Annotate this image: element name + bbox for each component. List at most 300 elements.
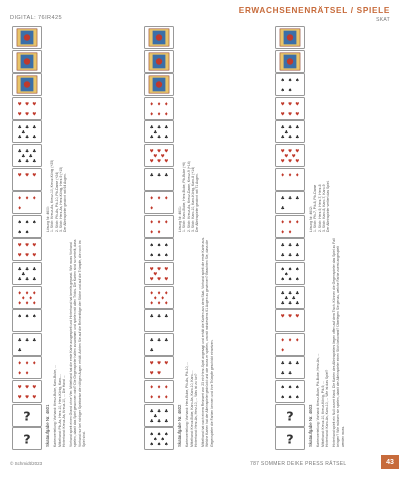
svg-text:♦: ♦ — [295, 220, 300, 226]
svg-text:♠: ♠ — [295, 78, 300, 84]
svg-text:♣: ♣ — [156, 338, 162, 344]
svg-text:♥: ♥ — [295, 149, 300, 155]
svg-text:♣: ♣ — [287, 125, 293, 131]
svg-text:♣: ♣ — [287, 135, 293, 141]
svg-text:♥: ♥ — [17, 172, 22, 178]
pip-card-icon — [12, 168, 42, 191]
svg-text:♠: ♠ — [280, 277, 285, 283]
svg-text:♦: ♦ — [149, 196, 154, 202]
svg-text:♣: ♣ — [287, 196, 293, 202]
svg-text:♥: ♥ — [17, 395, 22, 401]
svg-text:♠: ♠ — [295, 277, 300, 283]
svg-text:♥: ♥ — [280, 102, 285, 108]
svg-text:♦: ♦ — [287, 220, 293, 226]
svg-text:♣: ♣ — [32, 267, 37, 273]
pip-card-icon — [144, 238, 174, 261]
puzzle-body: Mittelhand hat nach einem Reizwert von 23 ein Herz-Spiel angesagt und erhält die Karten aus dem Skat. Vorhand spielt die erste Karte aus. Welche Karten hat der Alleinspieler gedrückt und wie muss er spielen, um mit mindestens 61 Augen zu gewinnen? Beachten Sie, dass die Gegenspieler die Farben kennen und ihre Trümpfe geschickt einsetzen. — [201, 237, 214, 447]
face-card-icon — [275, 50, 305, 73]
svg-text:♣: ♣ — [149, 338, 154, 344]
svg-text:♠: ♠ — [24, 314, 30, 320]
puzzle-text-col-1 — [309, 237, 391, 447]
svg-text:♠: ♠ — [287, 385, 293, 391]
svg-text:♦: ♦ — [149, 230, 154, 236]
svg-text:♣: ♣ — [32, 338, 37, 344]
svg-text:♦: ♦ — [280, 348, 285, 354]
unknown-card-icon — [12, 404, 42, 427]
svg-text:♦: ♦ — [164, 290, 169, 296]
pip-card-icon — [275, 73, 305, 96]
pip-card-icon — [144, 144, 174, 167]
svg-text:♥: ♥ — [287, 149, 293, 155]
svg-text:♠: ♠ — [156, 253, 162, 259]
puzzle-body: Hinterhand spielt ein Null ouvert Hand. Die Karten des Alleinspielers liegen offen auf dem Tisch. Können die Gegenspieler das Spiel zu Fall bringen? Wie müssen sie spielen, damit der Alleinspieler einen Stich bekommt? Überlegen Sie genau, welche Farbe zuerst angespielt werden muss. — [332, 238, 345, 447]
svg-text:♦: ♦ — [24, 361, 30, 367]
svg-text:♥: ♥ — [156, 159, 162, 165]
svg-text:♦: ♦ — [287, 338, 293, 344]
svg-text:♦: ♦ — [28, 295, 33, 301]
puzzle-title: Skataufgabe Nr. 4601 — [45, 404, 50, 447]
pip-card-icon — [144, 168, 174, 191]
svg-text:♣: ♣ — [280, 135, 285, 141]
svg-text:♦: ♦ — [149, 206, 154, 212]
face-card-icon — [275, 26, 305, 49]
puzzle-body: Vorhand spielt einen Grand ohne Vier. Mittelhand hat die erste Karte ausgespielt und Hinterhand hat bereits gepasst. Wie muss Vorhand spielen, damit das Spiel gewonnen wird? Die Gegenspieler halten zusammen und spielen mit allen Tricks. Die Karten sind so verteilt, dass Vorhand nur bei richtiger Spielweise die nötigen Augen erhält. Achten Sie auf die Reihenfolge der Stiche und auf die Trümpfe, die noch im Spiel sind. — [69, 239, 87, 447]
svg-text:♣: ♣ — [156, 314, 162, 320]
svg-text:♥: ♥ — [24, 243, 30, 249]
pip-card-icon — [275, 144, 305, 167]
svg-text:♠: ♠ — [164, 432, 169, 438]
svg-text:♣: ♣ — [156, 125, 162, 131]
pip-card-icon — [144, 262, 174, 285]
puzzle-title: Skataufgabe Nr. 4603 — [308, 404, 313, 447]
puzzle-text-col-1 — [46, 237, 128, 447]
svg-text:♠: ♠ — [24, 220, 30, 226]
puzzle-line: Hinterhand: Herz-As, Herz-10, ... Was ist zu tun? — [193, 373, 198, 447]
svg-text:♠: ♠ — [280, 395, 285, 401]
page-title: ERWACHSENENRÄTSEL / SPIELE — [238, 6, 390, 15]
svg-text:♥: ♥ — [156, 149, 162, 155]
solution-line: 2. Stich: Pik-As, Pik-10, Pik-Dame (+24) — [54, 171, 59, 232]
solution-line: Lösung Nr. 4602: — [309, 206, 313, 232]
svg-text:♣: ♣ — [21, 272, 26, 278]
solution-line: Der Alleinspieler gewinnt mit 64 Augen. — [63, 173, 68, 232]
puzzle-text-col-1 — [178, 237, 260, 447]
page-subtitle: SKAT — [376, 17, 390, 23]
pip-card-icon — [12, 120, 42, 143]
face-card-icon — [12, 26, 42, 49]
solution-line: 2. Stich: Kreuz-As, Kreuz-Dame, Kreuz-9 (+14) — [186, 161, 191, 232]
svg-text:♥: ♥ — [24, 385, 30, 391]
puzzle-text-col-2 — [178, 22, 260, 232]
svg-text:♦: ♦ — [156, 395, 162, 401]
puzzle-line: Kartenverteilung: Vorhand: Herz-Bube, Pik-As, Pik-10, ... — [185, 361, 190, 447]
svg-text:♦: ♦ — [156, 290, 162, 296]
svg-text:♣: ♣ — [153, 413, 158, 419]
pip-card-icon — [12, 97, 42, 120]
svg-text:♦: ♦ — [156, 102, 162, 108]
svg-text:♥: ♥ — [287, 159, 293, 165]
pip-card-icon — [144, 286, 174, 309]
pip-card-icon — [275, 191, 305, 214]
svg-text:♥: ♥ — [149, 267, 154, 273]
svg-text:♣: ♣ — [287, 361, 293, 367]
svg-text:♣: ♣ — [17, 267, 22, 273]
svg-text:♥: ♥ — [295, 159, 300, 165]
svg-text:♦: ♦ — [24, 290, 30, 296]
svg-text:♦: ♦ — [24, 196, 30, 202]
svg-text:♠: ♠ — [160, 437, 165, 443]
svg-text:♠: ♠ — [287, 277, 293, 283]
svg-text:♣: ♣ — [291, 295, 296, 301]
svg-text:♠: ♠ — [164, 442, 169, 448]
svg-text:♦: ♦ — [24, 371, 30, 377]
svg-text:♣: ♣ — [21, 130, 26, 136]
svg-text:♣: ♣ — [17, 277, 22, 283]
svg-text:♣: ♣ — [164, 314, 169, 320]
svg-text:♦: ♦ — [280, 172, 285, 178]
svg-text:♦: ♦ — [287, 230, 293, 236]
svg-text:♦: ♦ — [149, 290, 154, 296]
svg-text:♠: ♠ — [149, 243, 154, 249]
svg-text:♣: ♣ — [164, 135, 169, 141]
puzzle-2 — [142, 26, 262, 453]
pip-card-icon — [12, 333, 42, 356]
svg-text:♣: ♣ — [295, 125, 300, 131]
svg-text:♦: ♦ — [17, 361, 22, 367]
svg-text:♥: ♥ — [280, 159, 285, 165]
svg-text:♦: ♦ — [164, 395, 169, 401]
puzzle-text — [178, 26, 260, 447]
face-card-icon — [144, 73, 174, 96]
solution-line: Lösung Nr. 4600: — [46, 206, 50, 232]
svg-text:♣: ♣ — [32, 135, 37, 141]
svg-text:♥: ♥ — [280, 149, 285, 155]
svg-text:♣: ♣ — [17, 338, 22, 344]
svg-text:♣: ♣ — [164, 125, 169, 131]
svg-text:♠: ♠ — [284, 272, 289, 278]
svg-text:♠: ♠ — [287, 88, 293, 94]
pip-card-icon — [144, 97, 174, 120]
svg-text:♦: ♦ — [156, 196, 162, 202]
svg-text:♦: ♦ — [149, 395, 154, 401]
svg-text:♣: ♣ — [280, 371, 285, 377]
svg-text:♦: ♦ — [295, 172, 300, 178]
pip-card-icon — [12, 356, 42, 379]
svg-text:♠: ♠ — [280, 267, 285, 273]
svg-text:♦: ♦ — [156, 220, 162, 226]
svg-text:?: ? — [286, 432, 294, 448]
svg-text:♥: ♥ — [164, 267, 169, 273]
svg-text:♣: ♣ — [295, 253, 300, 259]
svg-text:♦: ♦ — [21, 295, 26, 301]
svg-text:♥: ♥ — [32, 172, 37, 178]
svg-text:♥: ♥ — [295, 102, 300, 108]
svg-text:♣: ♣ — [24, 338, 30, 344]
svg-text:♥: ♥ — [287, 112, 293, 118]
puzzle-1 — [10, 26, 130, 453]
svg-text:♠: ♠ — [17, 314, 22, 320]
svg-text:♣: ♣ — [24, 267, 30, 273]
svg-text:♣: ♣ — [32, 159, 37, 165]
svg-text:♥: ♥ — [164, 361, 169, 367]
solution-line: 1. Stich: Karo-Bube, Herz-Bube, Pik-Bube (+6) — [182, 161, 187, 232]
svg-text:♥: ♥ — [32, 102, 37, 108]
svg-text:♦: ♦ — [156, 230, 162, 236]
svg-text:♦: ♦ — [32, 300, 37, 306]
svg-text:♦: ♦ — [156, 300, 162, 306]
svg-text:♠: ♠ — [149, 432, 154, 438]
svg-text:♠: ♠ — [280, 385, 285, 391]
svg-text:♠: ♠ — [287, 78, 293, 84]
svg-text:♥: ♥ — [24, 253, 30, 259]
svg-text:♥: ♥ — [24, 102, 30, 108]
svg-text:♦: ♦ — [17, 196, 22, 202]
svg-text:♦: ♦ — [149, 300, 154, 306]
svg-text:♣: ♣ — [287, 300, 293, 306]
svg-text:♣: ♣ — [17, 348, 22, 354]
puzzle-line: Mittelhand: Kreuz-Bube, Karo-As, Karo-10, Karo-... — [189, 370, 194, 447]
svg-text:♣: ♣ — [295, 135, 300, 141]
pip-card-icon — [144, 356, 174, 379]
svg-text:♥: ♥ — [149, 361, 154, 367]
unknown-card-icon — [12, 427, 42, 450]
solution-line: Lösung Nr. 4601: — [178, 206, 182, 232]
pip-card-icon — [275, 309, 305, 332]
solution-line: 3. Stich: Karo-10, Karo-König, Karo-8 (+14) — [190, 166, 195, 232]
svg-text:♥: ♥ — [149, 159, 154, 165]
svg-text:♠: ♠ — [295, 385, 300, 391]
pip-card-icon — [275, 286, 305, 309]
svg-text:♥: ♥ — [149, 371, 154, 377]
svg-text:♣: ♣ — [149, 408, 154, 414]
svg-text:♣: ♣ — [284, 295, 289, 301]
svg-text:♥: ♥ — [284, 154, 289, 160]
svg-text:♦: ♦ — [17, 206, 22, 212]
puzzle-line: Kartenverteilung: Vorhand: Kreuz-Bube, Pik-Bube, Herz-As, ... — [316, 353, 321, 447]
pip-card-icon — [275, 238, 305, 261]
svg-text:♣: ♣ — [149, 418, 154, 424]
solution-line: 2. Stich: Herz-9, Herz-7, Herz-8 — [317, 184, 322, 232]
pip-card-icon — [275, 333, 305, 356]
pip-card-icon — [12, 191, 42, 214]
pip-card-icon — [275, 97, 305, 120]
solution-line: 1. Stich: Pik-7, Pik-8, Pik-Dame — [313, 184, 318, 232]
svg-text:♦: ♦ — [153, 295, 158, 301]
svg-text:♣: ♣ — [280, 300, 285, 306]
svg-text:♣: ♣ — [28, 154, 33, 160]
svg-text:♦: ♦ — [164, 300, 169, 306]
svg-text:♣: ♣ — [284, 130, 289, 136]
svg-text:♥: ♥ — [156, 277, 162, 283]
svg-text:♣: ♣ — [24, 125, 30, 131]
svg-text:♠: ♠ — [17, 230, 22, 236]
svg-text:♥: ♥ — [149, 149, 154, 155]
svg-text:♠: ♠ — [156, 432, 162, 438]
footer-publication: 787 SOMMER DEIKE PRESS RÄTSEL — [250, 461, 347, 467]
pip-card-icon — [144, 404, 174, 427]
pip-card-icon — [12, 309, 42, 332]
svg-text:♦: ♦ — [17, 371, 22, 377]
svg-text:♥: ♥ — [17, 102, 22, 108]
svg-text:♦: ♦ — [160, 295, 165, 301]
puzzle-line: Hinterhand: Karo-As, Karo-10, ... Wie ist das Spiel? — [324, 369, 329, 447]
solution-line: 3. Stich: Herz-As, Herz-König, Herz-9 (+15) — [58, 166, 63, 232]
puzzle-3 — [273, 26, 393, 453]
svg-text:♣: ♣ — [156, 172, 162, 178]
svg-text:♠: ♠ — [32, 314, 37, 320]
svg-text:♠: ♠ — [149, 442, 154, 448]
svg-text:♣: ♣ — [17, 135, 22, 141]
svg-text:♣: ♣ — [280, 361, 285, 367]
card-column — [273, 26, 307, 453]
svg-text:♥: ♥ — [156, 361, 162, 367]
puzzle-text-col-2 — [46, 22, 128, 232]
pip-card-icon — [275, 380, 305, 403]
svg-text:♠: ♠ — [32, 220, 37, 226]
solution-line: 1. Stich: Kreuz-As, Kreuz-10, Kreuz-König (+25) — [50, 159, 55, 232]
svg-text:♣: ♣ — [149, 172, 154, 178]
pip-card-icon — [275, 262, 305, 285]
pip-card-icon — [275, 215, 305, 238]
svg-text:♣: ♣ — [287, 253, 293, 259]
svg-text:♣: ♣ — [32, 277, 37, 283]
svg-text:♣: ♣ — [149, 348, 154, 354]
svg-text:♥: ♥ — [17, 385, 22, 391]
face-card-icon — [144, 26, 174, 49]
svg-text:♣: ♣ — [24, 277, 30, 283]
svg-text:♠: ♠ — [295, 267, 300, 273]
svg-text:♠: ♠ — [153, 437, 158, 443]
face-card-icon — [12, 50, 42, 73]
svg-text:♣: ♣ — [24, 149, 30, 155]
svg-text:♣: ♣ — [164, 408, 169, 414]
svg-text:♦: ♦ — [149, 385, 154, 391]
svg-text:♦: ♦ — [32, 290, 37, 296]
svg-text:♣: ♣ — [280, 206, 285, 212]
pip-card-icon — [144, 191, 174, 214]
svg-text:♣: ♣ — [295, 300, 300, 306]
svg-text:♥: ♥ — [153, 154, 158, 160]
pip-card-icon — [12, 286, 42, 309]
svg-text:♥: ♥ — [280, 314, 285, 320]
svg-text:♠: ♠ — [156, 243, 162, 249]
pip-card-icon — [12, 262, 42, 285]
svg-text:♣: ♣ — [153, 130, 158, 136]
svg-text:♥: ♥ — [156, 267, 162, 273]
svg-text:♦: ♦ — [164, 220, 169, 226]
svg-text:♠: ♠ — [280, 78, 285, 84]
pip-card-icon — [275, 168, 305, 191]
unknown-card-icon — [275, 404, 305, 427]
pip-card-icon — [144, 333, 174, 356]
svg-text:♦: ♦ — [164, 112, 169, 118]
svg-text:♠: ♠ — [17, 220, 22, 226]
svg-text:♦: ♦ — [32, 196, 37, 202]
svg-text:♥: ♥ — [164, 149, 169, 155]
svg-text:♦: ♦ — [17, 300, 22, 306]
svg-text:♠: ♠ — [295, 395, 300, 401]
pip-card-icon — [12, 215, 42, 238]
svg-text:♣: ♣ — [24, 135, 30, 141]
unknown-card-icon — [275, 427, 305, 450]
svg-text:♣: ♣ — [295, 196, 300, 202]
svg-text:♣: ♣ — [17, 159, 22, 165]
svg-text:♥: ♥ — [160, 154, 165, 160]
svg-text:♣: ♣ — [17, 125, 22, 131]
svg-text:♣: ♣ — [156, 408, 162, 414]
svg-text:♣: ♣ — [17, 149, 22, 155]
svg-text:♥: ♥ — [32, 385, 37, 391]
svg-text:♥: ♥ — [32, 395, 37, 401]
svg-text:♦: ♦ — [280, 220, 285, 226]
svg-text:♣: ♣ — [287, 371, 293, 377]
svg-text:♥: ♥ — [164, 277, 169, 283]
svg-text:♣: ♣ — [287, 243, 293, 249]
puzzle-text — [46, 26, 128, 447]
pip-card-icon — [275, 356, 305, 379]
svg-text:♠: ♠ — [24, 230, 30, 236]
solution-line: Der Alleinspieler verliert das Spiel. — [326, 180, 331, 232]
svg-text:♦: ♦ — [280, 338, 285, 344]
solution-line: Der Alleinspieler gewinnt mit 71 Augen. — [195, 173, 200, 232]
svg-text:♦: ♦ — [287, 172, 293, 178]
svg-text:♥: ♥ — [32, 243, 37, 249]
pip-card-icon — [144, 120, 174, 143]
svg-text:♥: ♥ — [24, 172, 30, 178]
svg-text:♥: ♥ — [24, 395, 30, 401]
puzzle-line: Mittelhand: Kreuz-10, Kreuz-König, Pik-9, ... — [320, 380, 325, 447]
puzzle-line: Kartenverteilung: Vorhand: Kreuz-Bube, Karo-Bube, ... — [53, 365, 58, 447]
svg-text:♦: ♦ — [280, 230, 285, 236]
svg-text:♣: ♣ — [32, 125, 37, 131]
pip-card-icon — [144, 309, 174, 332]
svg-text:♦: ♦ — [156, 112, 162, 118]
svg-text:♥: ♥ — [156, 371, 162, 377]
svg-text:♥: ♥ — [295, 112, 300, 118]
svg-text:♣: ♣ — [164, 172, 169, 178]
svg-text:♣: ♣ — [149, 314, 154, 320]
pip-card-icon — [275, 120, 305, 143]
svg-text:♣: ♣ — [295, 243, 300, 249]
svg-text:♠: ♠ — [287, 267, 293, 273]
solution-line: 3. Stich: Karo-8, Karo-7, Karo-9 — [321, 184, 326, 232]
svg-text:♣: ♣ — [280, 125, 285, 131]
svg-text:♥: ♥ — [295, 314, 300, 320]
pip-card-icon — [144, 215, 174, 238]
svg-text:♦: ♦ — [17, 290, 22, 296]
pip-card-icon — [144, 380, 174, 403]
copyright: © Schmidt/2023 — [10, 461, 43, 466]
svg-text:♣: ♣ — [287, 290, 293, 296]
puzzle-line: Hinterhand: Kreuz-As, Kreuz-10, ... Die Hand ... — [61, 375, 66, 447]
svg-text:♣: ♣ — [149, 125, 154, 131]
puzzle-text-col-2 — [309, 22, 391, 232]
svg-text:♣: ♣ — [32, 149, 37, 155]
puzzle-text — [309, 26, 391, 447]
svg-text:♣: ♣ — [24, 159, 30, 165]
svg-text:♥: ♥ — [17, 243, 22, 249]
svg-text:♦: ♦ — [32, 361, 37, 367]
svg-text:♣: ♣ — [21, 154, 26, 160]
svg-text:♥: ♥ — [17, 112, 22, 118]
svg-text:♠: ♠ — [156, 442, 162, 448]
svg-text:♣: ♣ — [164, 418, 169, 424]
svg-text:♦: ♦ — [164, 385, 169, 391]
svg-text:♣: ♣ — [149, 135, 154, 141]
svg-text:♠: ♠ — [280, 88, 285, 94]
svg-text:♥: ♥ — [287, 314, 293, 320]
pip-card-icon — [144, 427, 174, 450]
